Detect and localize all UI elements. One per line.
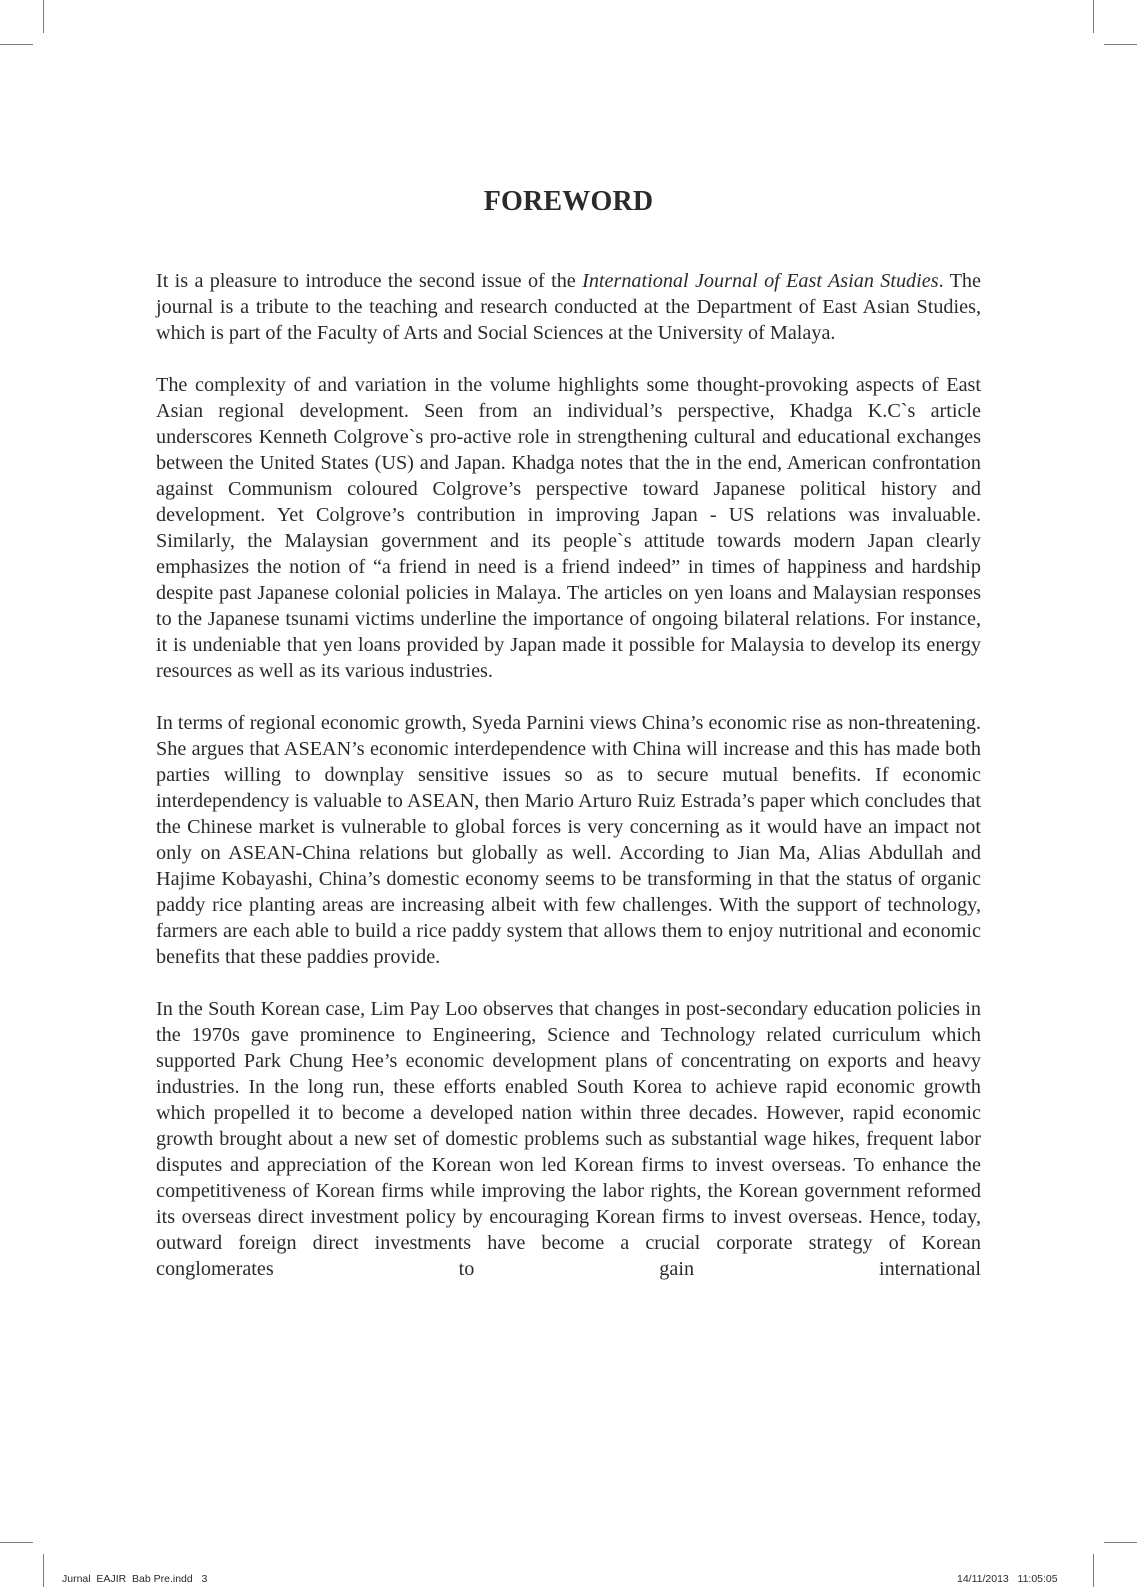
paragraph-text: It is a pleasure to introduce the second issue of the [156, 270, 583, 292]
crop-mark-bottom-right-vertical [1093, 1554, 1094, 1587]
print-slug-timestamp: 14/11/2013 11:05:05 [957, 1573, 1058, 1585]
paragraph-japan-relations [156, 372, 981, 684]
paragraph-text: The complexity of and variation in the volume highlights some thought-provoking aspects of East Asian regional development. Seen from an individual’s perspective, Khadga K.C`s article underscores Kenneth Colgrove`s pro-active role in strengthening cultural and educational exchanges between the United States (US) and Japan. Khadga notes that the in the end, American confrontation against Communism coloured Colgrove’s perspective toward Japanese political history and development. Yet Colgrove’s contribution in improving Japan - US relations was invaluable. Similarly, the Malaysian government and its people`s attitude towards modern Japan clearly emphasizes the notion of “a friend in need is a friend indeed” in times of happiness and hardship despite past Japanese colonial policies in Malaya. The articles on yen loans and Malaysian responses to the Japanese tsunami victims underline the importance of ongoing bilateral relations. For instance, it is undeniable that yen loans provided by Japan made it possible for Malaysia to develop its energy resources as well as its various industries. [156, 374, 981, 682]
crop-mark-bottom-left-horizontal [0, 1542, 33, 1543]
paragraph-introduction [156, 268, 981, 346]
foreword-body [156, 268, 981, 1282]
journal-name: International Journal of East Asian Studies [582, 270, 939, 292]
paragraph-text: In terms of regional economic growth, Syeda Parnini views China’s economic rise as non-threatening. She argues that ASEAN’s economic interdependence with China will increase and this has made both parties willing to downplay sensitive issues so as to secure mutual benefits. If economic interdependency is valuable to ASEAN, then Mario Arturo Ruiz Estrada’s paper which concludes that the Chinese market is vulnerable to global forces is very concerning as it would have an impact not only on ASEAN-China relations but globally as well. According to Jian Ma, Alias Abdullah and Hajime Kobayashi, China’s domestic economy seems to be transforming in that the status of organic paddy rice planting areas are increasing albeit with few challenges. With the support of technology, farmers are each able to build a rice paddy system that allows them to enjoy nutritional and economic benefits that these paddies provide. [156, 712, 981, 968]
crop-mark-bottom-left-vertical [43, 1554, 44, 1587]
paragraph-text: In the South Korean case, Lim Pay Loo observes that changes in post-secondary education policies in the 1970s gave prominence to Engineering, Science and Technology related curriculum which supported Park Chung Hee’s economic development plans of concentrating on exports and heavy industries. In the long run, these efforts enabled South Korea to achieve rapid economic growth which propelled it to become a developed nation within three decades. However, rapid economic growth brought about a new set of domestic problems such as substantial wage hikes, frequent labor disputes and appreciation of the Korean won led Korean firms to invest overseas. To enhance the competitiveness of Korean firms while improving the labor rights, the Korean government reformed its overseas direct investment policy by encouraging Korean firms to invest overseas. Hence, today, outward foreign direct investments have become a crucial corporate strategy of Korean conglomerates to gain international [156, 998, 981, 1280]
paragraph-south-korea [156, 996, 981, 1282]
print-slug-filename: Jurnal EAJIR Bab Pre.indd 3 [62, 1573, 208, 1585]
crop-mark-top-right-horizontal [1104, 44, 1137, 45]
page-title: FOREWORD [483, 186, 654, 217]
paragraph-china-economy [156, 710, 981, 970]
crop-mark-top-left-vertical [43, 0, 44, 33]
crop-mark-top-left-horizontal [0, 44, 33, 45]
paragraph-text: . The journal is a tribute to the teaching and research conducted at the Department of East Asian Studies, which is part of the Faculty of Arts and Social Sciences at the University of Malaya. [156, 270, 981, 344]
crop-mark-top-right-vertical [1093, 0, 1094, 33]
crop-mark-bottom-right-horizontal [1104, 1542, 1137, 1543]
